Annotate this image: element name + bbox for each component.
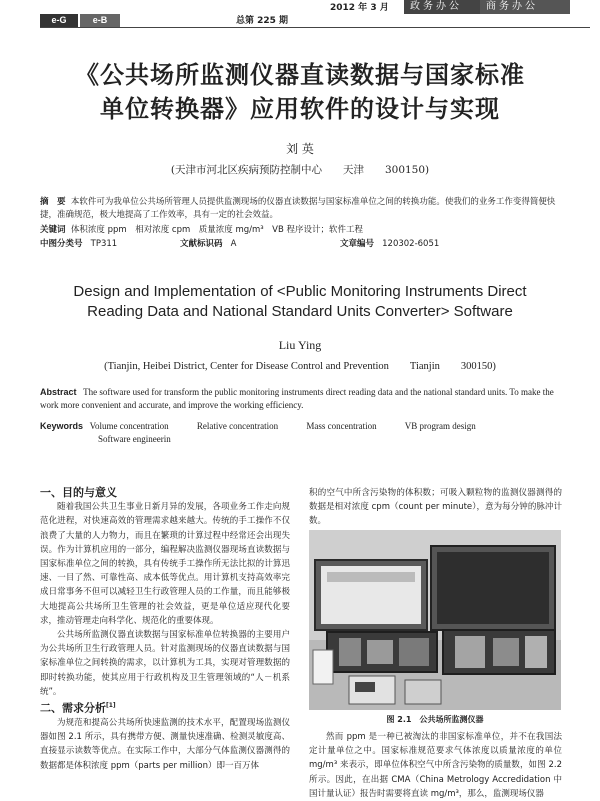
author-en: Liu Ying — [278, 338, 322, 352]
left-column — [40, 486, 290, 773]
right-paragraph1: 积的空气中所含污染物的体积数；可吸入颗粒物的监测仪器测得的数据是相对浓度 cpm（count per minute），意为每分钟的脉冲计数。 — [309, 488, 562, 527]
section1-heading: 一、目的与意义 — [40, 486, 117, 499]
issue-date: 2012 年 3 月 — [330, 3, 389, 13]
keywords-cn — [40, 224, 565, 237]
section1-paragraph1: 随着我国公共卫生事业日新月异的发展，各项业务工作走向规范化进程，对快速高效的管理需求越来越大。传统的手工操作不仅浪费了大量的人力物力，而且在繁琐的计算过程中经常还会出现失误。作为计算机应用的一部分，编程解决监测仪器现场直读数据与国家标准单位之间的转换，具有传统手工操作所无法比拟的计算迅速、一目了然、可靠性高、成本低等优点。用计算机支持高效率完成日常事务不但可以减轻卫生行政管理人员的工作量，而且能够极大地提高公共场所卫生管理的社会效益，更是单位适应现代化要求，推动管理走向科学化、规范化的重要体现。 — [40, 502, 290, 626]
keyword-en-item: Mass concentration — [306, 421, 377, 431]
keywords-en — [40, 420, 565, 446]
article-no-label: 文章编号 — [340, 239, 375, 249]
title-cn-line2: 单位转换器》应用软件的设计与实现 — [100, 95, 500, 123]
figure-caption: 图 2.1 公共场所监测仪器 — [386, 715, 484, 724]
article-no-value: 120302-6051 — [382, 239, 440, 249]
keyword-en-item: Software engineerin — [98, 434, 171, 444]
doc-code-label: 文献标识码 — [180, 239, 223, 249]
clc-value: TP311 — [90, 239, 118, 249]
section-label-government: 政务办公 — [404, 0, 484, 14]
section-label-business: 商务办公 — [480, 0, 570, 14]
right-paragraph2: 然而 ppm 是一种已被淘汰的非国家标准单位，并不在我国法定计量单位之中。国家标准规范要求气体浓度以质量浓度的单位 mg/m³ 来表示，即单位体积空气中所含污染物的质量数，如图 2.2 所示。因此，在出据 CMA（China Metrology Accredidation 中国计量认证）报告时需要将直读 mg/m³，那么，监测现场仪器 — [309, 732, 562, 799]
author-cn: 刘 英 — [286, 142, 314, 156]
abstract-en — [40, 386, 565, 412]
keyword-en-item: Volume concentration — [89, 421, 169, 431]
affiliation-en: (Tianjin, Heibei District, Center for Disease Control and Prevention Tianjin 300150) — [104, 361, 496, 372]
keywords-cn-label: 关键词 — [40, 225, 66, 235]
keyword-en-item: VB program design — [404, 421, 476, 431]
abstract-cn-text: 本软件可为我单位公共场所管理人员提供监测现场的仪器直读数据与国家标准单位之间的转换功能。使我们的业务工作变得简便快捷，准确规范，极大地提高了工作效率，具有一定的社会效益。 — [40, 197, 556, 220]
header-divider — [40, 27, 590, 28]
header-tag-eb: e-B — [80, 14, 120, 27]
figure-monitoring-instruments — [309, 530, 561, 710]
title-en-line1: Design and Implementation of <Public Monitoring Instruments Direct — [73, 283, 527, 300]
right-column-top — [309, 486, 562, 529]
keyword-en-item: Relative concentration — [196, 421, 279, 431]
keywords-en-label: Keywords — [40, 421, 84, 431]
affiliation-cn: (天津市河北区疾病预防控制中心 天津 300150) — [170, 164, 430, 176]
title-cn-line1: 《公共场所监测仪器直读数据与国家标准 — [75, 61, 525, 89]
clc-label: 中图分类号 — [40, 239, 83, 249]
header-tag-eg: e-G — [40, 14, 78, 27]
right-column-bottom — [309, 730, 562, 801]
abstract-cn — [40, 196, 565, 222]
section2-heading: 二、需求分析[1] — [40, 701, 116, 715]
section2-paragraph1: 为规范和提高公共场所快速监测的技术水平，配置现场监测仪器如图 2.1 所示，具有携带方便、测量快速准确、检测灵敏度高、直接显示读数等优点。在实际工作中，大部分气体监测仪器测得的数据都是体积浓度 ppm（parts per million）即一百万体 — [40, 717, 290, 771]
doc-code-value: A — [230, 239, 237, 249]
section1-paragraph2: 公共场所监测仪器直读数据与国家标准单位转换器的主要用户为公共场所卫生行政管理人员。针对监测现场的仪器直读数据与国家标准单位之间转换的需求，以计算机为工具，实现对管理数据的即时转换功能，使其应用于行政机构及卫生管理领域的“人－机系统”。 — [40, 630, 290, 697]
keywords-cn-text: 体积浓度 ppm 相对浓度 cpm 质量浓度 mg/m³ VB 程序设计；软件工程 — [70, 225, 364, 235]
abstract-en-label: Abstract — [40, 387, 77, 397]
abstract-en-text: The software used for transform the public monitoring instruments direct reading data and the national standard units. To make the work more convenient and accurate, and improve the working efficiency. — [40, 387, 554, 410]
title-en-line2: Reading Data and National Standard Units Converter> Software — [87, 303, 513, 320]
issue-number: 总第 225 期 — [236, 16, 289, 26]
abstract-cn-label: 摘 要 — [40, 197, 66, 207]
